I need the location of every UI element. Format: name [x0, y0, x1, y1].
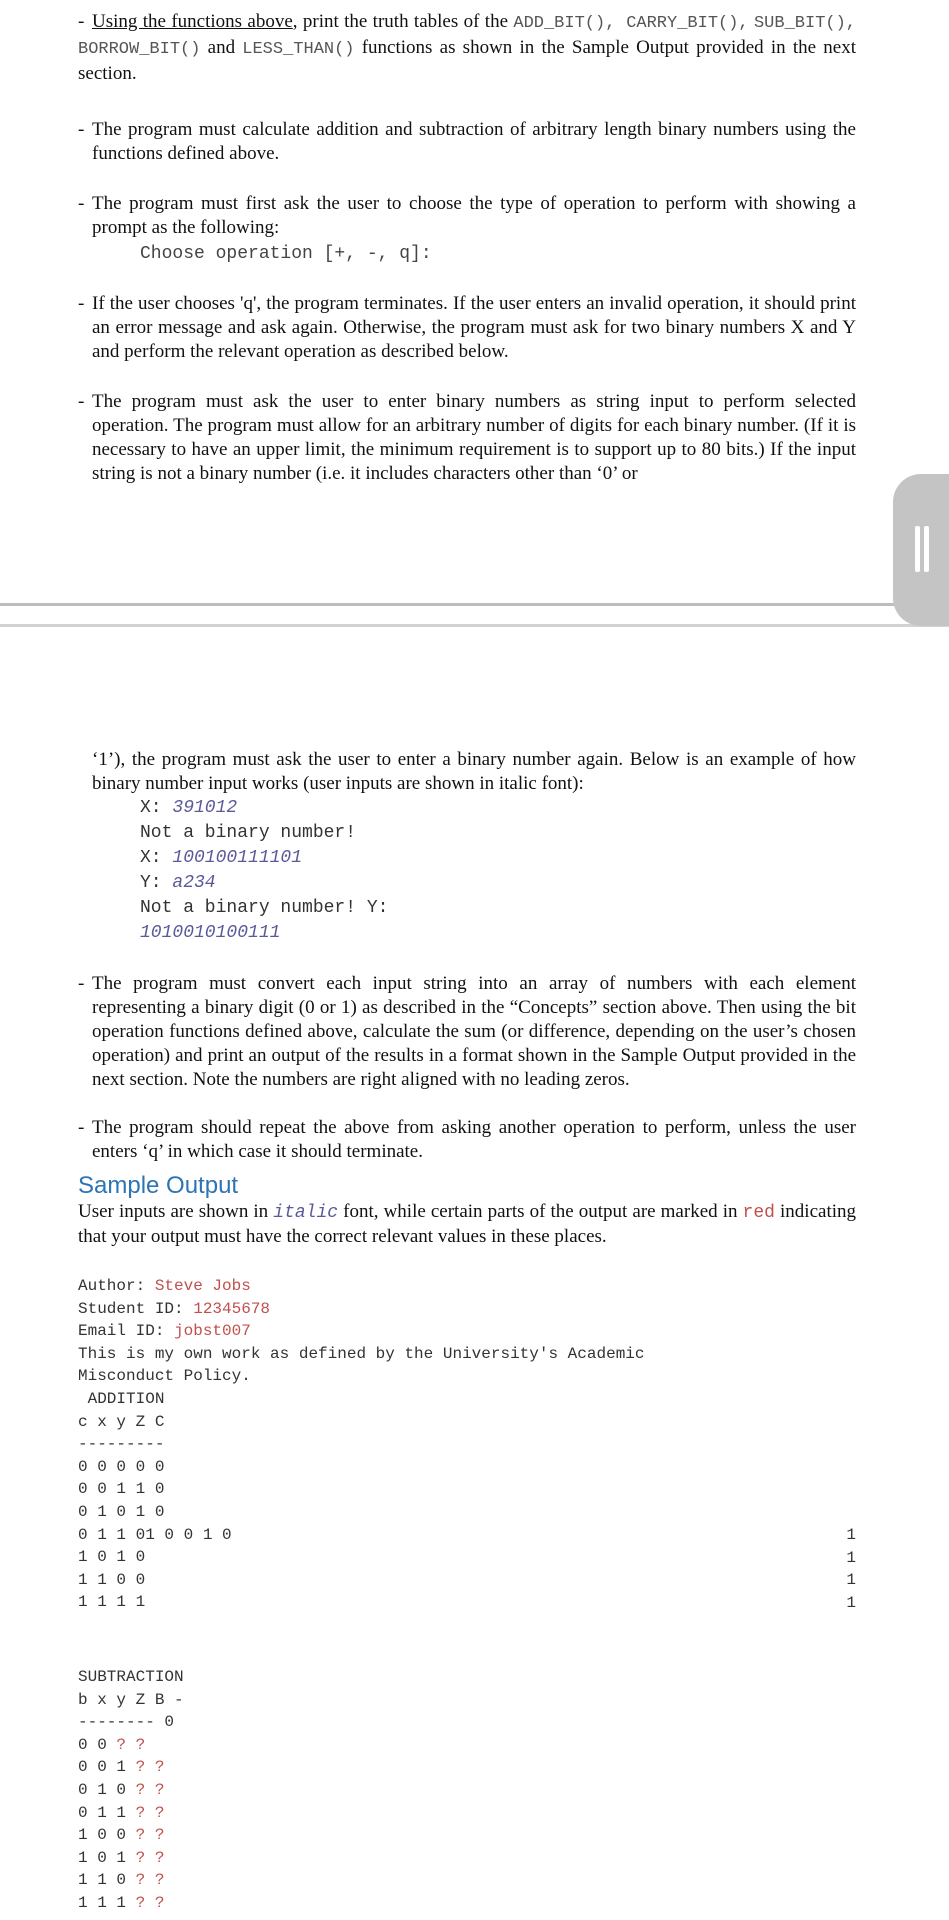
text: functions as shown in the Sample Output provided in the next section. — [78, 37, 856, 84]
example-line: Not a binary number! — [140, 823, 357, 843]
user-input: 100100111101 — [172, 848, 303, 868]
list-dash: - — [78, 1117, 85, 1138]
table-row: 1 1 0 0 — [78, 1570, 146, 1589]
addition-truth-table — [78, 1388, 232, 1614]
paragraph-text: The program must ask the user to enter binary numbers as string input to perform selected operation. The program must allow for an arbitrary number of digits for each binary number. (If it is necessary to have an upper limit, the minimum requirement is to support up to 80 bits.) If the input string is not a binary number (i.e. it includes characters other than ‘0’ or — [92, 391, 856, 484]
table-row: 1 0 1 0 — [78, 1548, 146, 1567]
scrollbar-thumb[interactable] — [893, 474, 949, 626]
user-input: a234 — [172, 873, 216, 893]
text: and — [200, 37, 243, 58]
paragraph-text: If the user chooses 'q', the program terminates. If the user enters an invalid operation, it should print an error message and ask again. Otherwise, the program must ask for two binary numbers X and Y and perform the relevant operation as described below. — [92, 293, 856, 362]
list-dash: - — [78, 11, 85, 32]
table-row: 0 0 — [78, 1735, 117, 1754]
table-row: 1 1 0 — [78, 1871, 136, 1890]
subtraction-title: SUBTRACTION — [78, 1668, 184, 1686]
table-row: 0 1 0 — [78, 1780, 136, 1799]
table-header: c x y Z C — [78, 1412, 165, 1431]
paragraph-arbitrary-length — [78, 118, 856, 166]
table-separator: -------- 0 — [78, 1713, 175, 1732]
policy-line: This is my own work as defined by the University's Academic — [78, 1344, 645, 1363]
function-names-2: SUB_BIT(), BORROW_BIT() — [78, 14, 857, 59]
binary-input-example — [140, 796, 388, 946]
paragraph-binary-input-continued: ‘1’), the program must ask the user to enter a binary number again. Below is an example of how binary number input works (user inputs are shown in italic font): — [92, 749, 856, 794]
example-line — [140, 846, 388, 871]
text: Email ID: — [78, 1322, 175, 1341]
paragraph-text: The program must first ask the user to choose the type of operation to perform with showing a prompt as the following: — [92, 193, 856, 238]
text: X: — [140, 848, 173, 868]
paragraph-quit-or-invalid — [78, 292, 856, 364]
required-value: ? ? — [135, 1871, 165, 1890]
addition-right-column — [836, 1524, 856, 1614]
required-value: ? ? — [116, 1735, 146, 1754]
paragraph-text: The program should repeat the above from asking another operation to perform, unless the user enters ‘q’ in which case it should terminate. — [92, 1117, 856, 1162]
paragraph-truth-tables — [78, 10, 856, 86]
table-header: b x y Z B - — [78, 1690, 184, 1709]
required-value: ? ? — [135, 1848, 165, 1867]
required-value: ? ? — [135, 1758, 165, 1777]
sample-output-header-block — [78, 1275, 645, 1388]
functions-link[interactable]: Using the functions above — [92, 11, 293, 32]
sample-output-intro — [78, 1200, 856, 1249]
list-dash: - — [78, 391, 85, 412]
user-input: 1010010100111 — [140, 923, 281, 943]
text: X: — [140, 798, 173, 818]
document-page-2 — [0, 630, 949, 1920]
list-dash: - — [78, 973, 85, 994]
text: Author: — [78, 1277, 155, 1295]
table-row: 1 1 1 1 — [78, 1593, 146, 1612]
text: font, while certain parts of the output are marked in — [338, 1201, 743, 1222]
function-name-3: LESS_THAN() — [242, 40, 355, 59]
required-value: ? ? — [135, 1826, 165, 1845]
paragraph-text: The program must convert each input string into an array of numbers with each element representing a binary digit (0 or 1) as described in the “Concepts” section above. Then using the bit operation functions defined above, calculate the sum (or difference, depending on the user’s chosen operation) and print an output of the results in a format shown in the Sample Output provided in the next section. Note the numbers are right aligned with no leading zeros. — [92, 973, 856, 1090]
table-row: 1 1 1 — [78, 1893, 136, 1912]
prompt-example: Choose operation [+, -, q]: — [140, 244, 432, 264]
text: indicating that your output must have the correct relevant values in these places. — [78, 1201, 857, 1247]
text: Student ID: — [78, 1299, 194, 1318]
italic-word: italic — [273, 1203, 339, 1223]
text: Y: — [140, 873, 173, 893]
author-value: Steve Jobs — [154, 1277, 251, 1295]
addition-title: ADDITION — [78, 1390, 165, 1408]
required-value: ? ? — [135, 1803, 165, 1822]
table-cell: 1 — [846, 1548, 856, 1567]
list-dash: - — [78, 119, 85, 140]
user-input: 391012 — [172, 798, 238, 818]
text: User inputs are shown in — [78, 1201, 274, 1222]
page-edge-line — [0, 624, 949, 627]
table-row: 0 1 0 1 0 — [78, 1502, 165, 1521]
list-dash: - — [78, 193, 85, 214]
table-cell: 1 — [846, 1526, 856, 1544]
paragraph-repeat — [78, 1116, 856, 1164]
drag-handle-icon — [915, 526, 920, 572]
document-page-1 — [0, 0, 949, 600]
table-cell: 1 — [846, 1593, 856, 1612]
function-names-1: ADD_BIT(), CARRY_BIT(), — [513, 14, 749, 33]
page-break — [0, 600, 949, 630]
table-row: 0 1 1 01 0 0 1 0 — [78, 1525, 232, 1544]
drag-handle-icon — [924, 526, 929, 572]
email-id-value: jobst007 — [174, 1322, 251, 1341]
table-row: 1 0 0 — [78, 1826, 136, 1845]
table-row: 0 1 1 — [78, 1803, 136, 1822]
example-line: Not a binary number! Y: — [140, 898, 389, 918]
paragraph-convert-input — [78, 972, 856, 1092]
table-row: 0 0 1 1 0 — [78, 1480, 165, 1499]
table-cell: 1 — [846, 1571, 856, 1590]
student-id-value: 12345678 — [193, 1299, 271, 1318]
table-row: 1 0 1 — [78, 1848, 136, 1867]
page-edge-line — [0, 603, 949, 606]
paragraph-choose-operation — [78, 192, 856, 240]
table-row: 0 0 1 — [78, 1758, 136, 1777]
example-line — [140, 921, 388, 946]
policy-line: Misconduct Policy. — [78, 1367, 251, 1386]
required-value: ? ? — [135, 1893, 165, 1912]
subtraction-truth-table — [78, 1666, 184, 1915]
required-value: ? ? — [135, 1780, 165, 1799]
example-line — [140, 871, 388, 896]
sample-output-heading: Sample Output — [78, 1172, 239, 1199]
red-word: red — [742, 1203, 775, 1223]
paragraph-binary-input — [78, 390, 856, 486]
list-dash: - — [78, 293, 85, 314]
text: , print the truth tables of the — [292, 11, 514, 32]
example-line — [140, 796, 388, 821]
table-separator: --------- — [78, 1435, 165, 1454]
paragraph-text: The program must calculate addition and subtraction of arbitrary length binary numbers using the functions defined above. — [92, 119, 856, 164]
table-row: 0 0 0 0 0 — [78, 1457, 165, 1476]
